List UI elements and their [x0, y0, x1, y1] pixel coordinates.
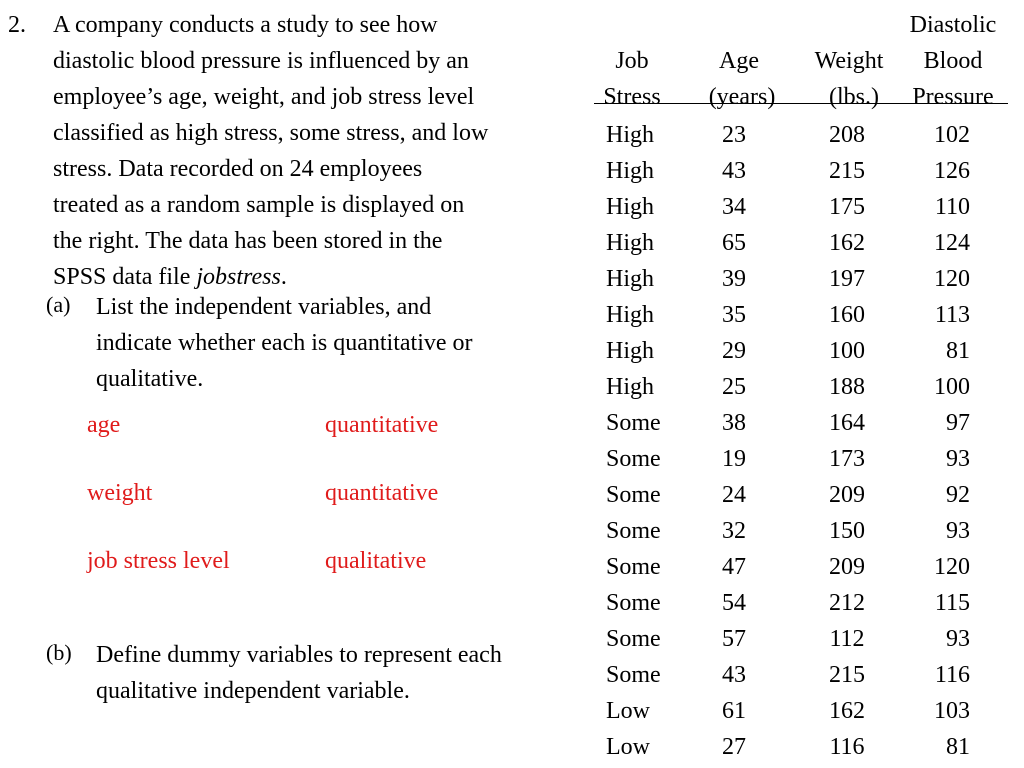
table-row	[594, 477, 1012, 513]
cell-job-stress: Low	[606, 698, 650, 724]
header-age-line2: (years)	[708, 84, 776, 110]
header-age-line1: Age	[719, 48, 759, 74]
part-b-label: (b)	[46, 640, 72, 665]
cell-age: 65	[722, 230, 746, 256]
cell-weight: 208	[829, 122, 865, 148]
cell-weight: 188	[829, 374, 865, 400]
intro-line: treated as a random sample is displayed on	[53, 192, 465, 218]
cell-blood-pressure: 81	[946, 338, 970, 364]
part-a-line: List the independent variables, and	[96, 294, 432, 320]
cell-age: 39	[722, 266, 746, 292]
answer-type: quantitative	[325, 480, 439, 506]
table-row	[594, 693, 1012, 729]
cell-job-stress: High	[606, 194, 654, 220]
table-row	[594, 513, 1012, 549]
cell-age: 25	[722, 374, 746, 400]
cell-job-stress: High	[606, 374, 654, 400]
answer-variable: weight	[87, 480, 153, 506]
cell-age: 29	[722, 338, 746, 364]
cell-blood-pressure: 110	[934, 194, 970, 220]
header-stress-line2: Stress	[603, 84, 661, 110]
cell-job-stress: Low	[606, 734, 650, 760]
cell-weight: 100	[829, 338, 865, 364]
cell-age: 47	[722, 554, 746, 580]
cell-blood-pressure: 93	[946, 446, 970, 472]
table-row	[594, 225, 1012, 261]
cell-blood-pressure: 93	[946, 626, 970, 652]
cell-job-stress: Some	[606, 554, 661, 580]
table-row	[594, 549, 1012, 585]
intro-line: the right. The data has been stored in the	[53, 228, 443, 254]
cell-age: 54	[722, 590, 746, 616]
cell-age: 19	[722, 446, 746, 472]
cell-job-stress: Some	[606, 410, 661, 436]
answer-type: quantitative	[325, 412, 439, 438]
question-number: 2.	[8, 12, 26, 38]
part-a-label: (a)	[46, 292, 71, 317]
cell-age: 27	[722, 734, 746, 760]
cell-age: 43	[722, 662, 746, 688]
cell-age: 43	[722, 158, 746, 184]
cell-job-stress: High	[606, 338, 654, 364]
answer-variable: age	[87, 412, 121, 438]
intro-line: stress. Data recorded on 24 employees	[53, 156, 423, 182]
intro-line: diastolic blood pressure is influenced by an	[53, 48, 469, 74]
cell-age: 24	[722, 482, 746, 508]
cell-weight: 162	[829, 698, 865, 724]
header-weight-line1: Weight	[814, 48, 884, 74]
cell-blood-pressure: 100	[934, 374, 970, 400]
cell-job-stress: Some	[606, 446, 661, 472]
cell-age: 23	[722, 122, 746, 148]
cell-blood-pressure: 97	[946, 410, 970, 436]
header-bp-line3: Pressure	[912, 84, 994, 110]
cell-weight: 209	[829, 482, 865, 508]
cell-blood-pressure: 81	[946, 734, 970, 760]
cell-weight: 197	[829, 266, 865, 292]
table-row	[594, 297, 1012, 333]
cell-weight: 173	[829, 446, 865, 472]
cell-weight: 175	[829, 194, 865, 220]
cell-blood-pressure: 116	[934, 662, 970, 688]
cell-age: 35	[722, 302, 746, 328]
table-row	[594, 405, 1012, 441]
cell-job-stress: Some	[606, 626, 661, 652]
cell-blood-pressure: 120	[934, 266, 970, 292]
cell-weight: 150	[829, 518, 865, 544]
header-weight-line2: (lbs.)	[829, 84, 879, 110]
cell-job-stress: Some	[606, 662, 661, 688]
answer-type: qualitative	[325, 548, 427, 574]
cell-job-stress: High	[606, 122, 654, 148]
part-b-line: qualitative independent variable.	[96, 678, 410, 704]
intro-line: classified as high stress, some stress, and low	[53, 120, 489, 146]
table-row	[594, 441, 1012, 477]
cell-blood-pressure: 120	[934, 554, 970, 580]
cell-blood-pressure: 124	[934, 230, 970, 256]
cell-weight: 162	[829, 230, 865, 256]
table-row	[594, 261, 1012, 297]
table-row	[594, 585, 1012, 621]
cell-blood-pressure: 93	[946, 518, 970, 544]
cell-blood-pressure: 103	[934, 698, 970, 724]
cell-weight: 112	[829, 626, 865, 652]
intro-prefix: SPSS data file	[53, 264, 197, 290]
header-bp-line1: Diastolic	[909, 12, 997, 38]
cell-blood-pressure: 92	[946, 482, 970, 508]
cell-age: 32	[722, 518, 746, 544]
cell-weight: 215	[829, 158, 865, 184]
cell-job-stress: High	[606, 302, 654, 328]
table-row	[594, 369, 1012, 405]
cell-job-stress: Some	[606, 518, 661, 544]
table-row	[594, 729, 1012, 765]
header-bp-line2: Blood	[923, 48, 983, 74]
intro-line: A company conducts a study to see how	[53, 12, 438, 38]
cell-weight: 164	[829, 410, 865, 436]
cell-weight: 212	[829, 590, 865, 616]
part-a-line: qualitative.	[96, 366, 204, 392]
question-intro	[53, 7, 583, 295]
answer-variable: job stress level	[87, 548, 230, 574]
table-row	[594, 657, 1012, 693]
cell-age: 38	[722, 410, 746, 436]
cell-job-stress: High	[606, 266, 654, 292]
cell-job-stress: High	[606, 158, 654, 184]
cell-age: 57	[722, 626, 746, 652]
cell-blood-pressure: 102	[934, 122, 970, 148]
cell-blood-pressure: 126	[934, 158, 970, 184]
table-row	[594, 189, 1012, 225]
part-b-prompt	[96, 637, 596, 709]
cell-weight: 160	[829, 302, 865, 328]
cell-job-stress: High	[606, 230, 654, 256]
cell-age: 34	[722, 194, 746, 220]
cell-weight: 209	[829, 554, 865, 580]
cell-blood-pressure: 113	[934, 302, 970, 328]
cell-job-stress: Some	[606, 482, 661, 508]
header-stress-line1: Job	[615, 48, 649, 74]
table-row	[594, 117, 1012, 153]
cell-blood-pressure: 115	[934, 590, 970, 616]
cell-weight: 215	[829, 662, 865, 688]
header-divider	[594, 103, 1008, 104]
part-b-line: Define dummy variables to represent each	[96, 642, 502, 668]
data-file-name: jobstress	[196, 264, 281, 290]
intro-line: employee’s age, weight, and job stress level	[53, 84, 475, 110]
intro-suffix: .	[280, 264, 287, 290]
part-a-prompt	[96, 289, 576, 397]
cell-job-stress: Some	[606, 590, 661, 616]
table-row	[594, 333, 1012, 369]
part-a-line: indicate whether each is quantitative or	[96, 330, 473, 356]
cell-age: 61	[722, 698, 746, 724]
table-row	[594, 153, 1012, 189]
table-row	[594, 621, 1012, 657]
cell-weight: 116	[829, 734, 865, 760]
